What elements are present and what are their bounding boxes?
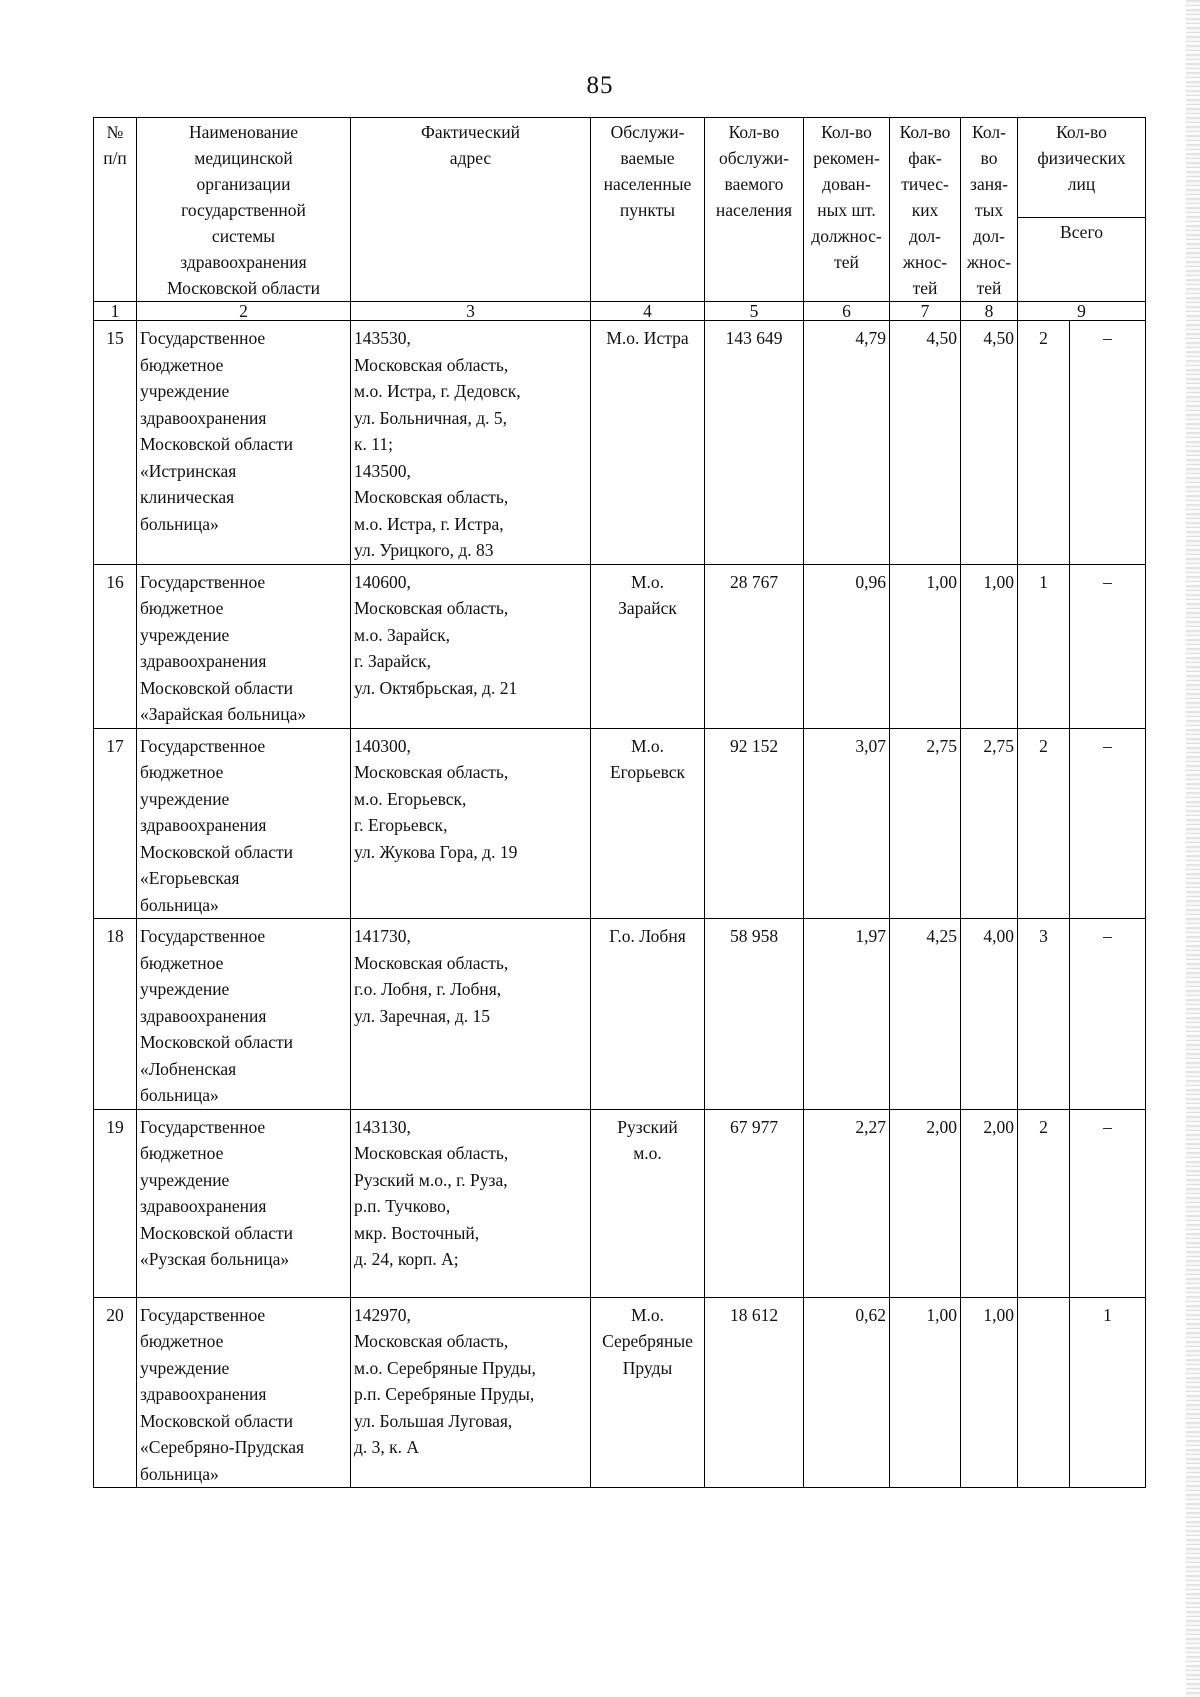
cell-line: «Истринская	[140, 460, 237, 481]
column-number: 4	[591, 302, 705, 321]
row-number: 17	[94, 728, 137, 919]
persons-total: 2	[1018, 1109, 1070, 1297]
cell-line: М.о.	[630, 1304, 665, 1325]
organization-name	[137, 1109, 351, 1297]
cell-line: населения	[715, 200, 793, 220]
cell-line: Государственное	[140, 328, 266, 348]
cell-line: ул. Заречная, д. 15	[354, 1005, 490, 1026]
cell-line: М.о.	[630, 735, 665, 756]
table-row	[94, 919, 1146, 1110]
organization-address	[351, 919, 591, 1110]
cell-line: ных шт.	[817, 200, 876, 220]
cell-line: населенные	[603, 174, 692, 194]
header-served-points	[591, 118, 705, 302]
cell-line: «Лобненская	[140, 1058, 237, 1079]
served-points	[591, 564, 705, 728]
cell-line: р.п. Тучково,	[354, 1196, 451, 1216]
cell-line: Московской области	[140, 1410, 293, 1431]
header-organization	[137, 118, 351, 302]
cell-line: «Зарайская больница»	[140, 704, 307, 724]
recommended-positions: 1,97	[804, 919, 890, 1110]
persons-total: 3	[1018, 919, 1070, 1110]
cell-line: ваемого	[724, 174, 784, 194]
cell-line: больница»	[140, 1085, 219, 1105]
cell-line: бюджетное	[140, 762, 224, 782]
cell-line: М.о.	[630, 571, 665, 592]
cell-line: 140600,	[354, 571, 411, 592]
header-number	[94, 118, 137, 302]
cell-line: м.о. Зарайск,	[354, 624, 451, 645]
column-number: 9	[1018, 302, 1146, 321]
cell-line: Кол-во	[728, 122, 780, 142]
organization-address	[351, 321, 591, 565]
table-row	[94, 564, 1146, 728]
persons-extra: 1	[1070, 1297, 1146, 1488]
cell-line: Кол-во	[899, 122, 951, 142]
row-number: 18	[94, 919, 137, 1110]
row-number: 15	[94, 321, 137, 565]
persons-extra: –	[1070, 728, 1146, 919]
cell-line: Кол-во	[821, 122, 872, 142]
cell-line: Московская область,	[354, 1331, 509, 1351]
cell-line: М.о. Истра	[606, 328, 689, 348]
cell-line: м.о. Истра, г. Истра,	[354, 513, 504, 534]
occupied-positions: 4,50	[961, 321, 1018, 565]
served-population: 92 152	[705, 728, 804, 919]
cell-line: жнос-	[966, 252, 1012, 272]
cell-line: Рузский м.о., г. Руза,	[354, 1169, 508, 1190]
cell-line: Московская область,	[354, 952, 509, 973]
cell-line: «Рузская больница»	[140, 1249, 290, 1269]
cell-line: учреждение	[140, 1357, 230, 1378]
persons-total: 1	[1018, 564, 1070, 728]
cell-line: должнос-	[811, 226, 882, 246]
cell-line: Кол-во	[1056, 122, 1107, 142]
cell-line: медицинской	[194, 148, 293, 168]
page-number: 85	[586, 72, 614, 99]
cell-line: 142970,	[354, 1304, 411, 1325]
served-population: 67 977	[705, 1109, 804, 1297]
cell-line: ул. Октябрьская, д. 21	[354, 677, 518, 698]
cell-line: 140300,	[354, 735, 411, 756]
cell-line: здравоохранения	[140, 651, 267, 671]
served-points	[591, 321, 705, 565]
served-population: 18 612	[705, 1297, 804, 1488]
row-number: 19	[94, 1109, 137, 1297]
served-population: 143 649	[705, 321, 804, 565]
cell-line: жнос-	[902, 252, 948, 272]
organization-name	[137, 321, 351, 565]
cell-line: ул. Урицкого, д. 83	[354, 540, 494, 560]
cell-line: заня-	[970, 174, 1008, 194]
cell-line: учреждение	[140, 624, 230, 645]
cell-line: Фактический	[421, 122, 520, 142]
header-recommended	[804, 118, 890, 302]
cell-line: Серебряные	[602, 1331, 693, 1351]
cell-line: здравоохранения	[140, 815, 267, 835]
cell-line: бюджетное	[140, 1331, 224, 1351]
occupied-positions: 2,00	[961, 1109, 1018, 1297]
cell-line: Обслужи-	[610, 122, 685, 142]
cell-line: бюджетное	[140, 1143, 224, 1163]
cell-line: больница»	[140, 513, 219, 534]
organization-name	[137, 564, 351, 728]
cell-line: к. 11;	[354, 434, 393, 454]
table-row	[94, 728, 1146, 919]
cell-line: м.о. Истра, г. Дедовск,	[354, 381, 521, 401]
cell-line: дол-	[909, 226, 941, 246]
cell-line: учреждение	[140, 1169, 230, 1190]
column-number: 3	[351, 302, 591, 321]
cell-line: ул. Больничная, д. 5,	[354, 407, 507, 428]
table-row	[94, 321, 1146, 565]
cell-line: Московская область,	[354, 1143, 509, 1163]
served-population: 28 767	[705, 564, 804, 728]
column-number-row	[94, 302, 1146, 321]
table-body	[94, 321, 1146, 1488]
cell-line: м.о.	[633, 1143, 662, 1163]
cell-line: тей	[976, 278, 1002, 298]
actual-positions: 2,00	[890, 1109, 961, 1297]
table-row	[94, 1297, 1146, 1488]
row-number: 20	[94, 1297, 137, 1488]
cell-line: государственной	[181, 200, 306, 220]
cell-line: тых	[974, 200, 1004, 220]
served-population: 58 958	[705, 919, 804, 1110]
cell-line: Московская область,	[354, 487, 509, 507]
cell-line: Московской области	[140, 841, 293, 862]
cell-line: фак-	[908, 148, 942, 168]
persons-extra: –	[1070, 1109, 1146, 1297]
cell-line: ваемые	[620, 148, 675, 168]
persons-extra: –	[1070, 564, 1146, 728]
header-occupied	[961, 118, 1018, 302]
cell-line: «Егорьевская	[140, 868, 240, 888]
occupied-positions: 4,00	[961, 919, 1018, 1110]
cell-line: г. Егорьевск,	[354, 815, 448, 835]
cell-line: организации	[196, 174, 291, 194]
organization-address	[351, 564, 591, 728]
cell-line: Государственное	[140, 926, 266, 946]
column-number: 5	[705, 302, 804, 321]
cell-line: учреждение	[140, 381, 230, 401]
recommended-positions: 3,07	[804, 728, 890, 919]
organization-name	[137, 1297, 351, 1488]
cell-line: м.о. Егорьевск,	[354, 788, 467, 809]
cell-line: Государственное	[140, 1304, 266, 1325]
actual-positions: 1,00	[890, 1297, 961, 1488]
organization-address	[351, 728, 591, 919]
occupied-positions: 1,00	[961, 564, 1018, 728]
cell-line: Московской области	[140, 1032, 293, 1052]
cell-line: мкр. Восточный,	[354, 1222, 480, 1243]
cell-line: дован-	[822, 174, 871, 194]
cell-line: тичес-	[901, 174, 949, 194]
cell-line: во	[980, 148, 998, 168]
header-persons-total: Всего	[1018, 218, 1146, 302]
organization-name	[137, 728, 351, 919]
actual-positions: 4,50	[890, 321, 961, 565]
cell-line: больница»	[140, 1463, 219, 1484]
cell-line: Наименование	[188, 122, 299, 142]
cell-line: р.п. Серебряные Пруды,	[354, 1384, 535, 1404]
cell-line: 141730,	[354, 926, 411, 946]
cell-line: Московской области	[167, 278, 320, 298]
cell-line: Кол-	[972, 122, 1006, 142]
recommended-positions: 4,79	[804, 321, 890, 565]
cell-line: больница»	[140, 894, 219, 915]
recommended-positions: 2,27	[804, 1109, 890, 1297]
cell-line: г. Зарайск,	[354, 651, 432, 671]
cell-line: п/п	[103, 148, 127, 168]
cell-line: здравоохранения	[180, 252, 307, 272]
cell-line: Г.о. Лобня	[609, 926, 686, 946]
cell-line: Государственное	[140, 1116, 266, 1137]
cell-line: учреждение	[140, 979, 230, 999]
cell-line: адрес	[449, 148, 492, 168]
staffing-table	[93, 117, 1146, 1488]
occupied-positions: 1,00	[961, 1297, 1018, 1488]
recommended-positions: 0,62	[804, 1297, 890, 1488]
column-number: 8	[961, 302, 1018, 321]
cell-line: клиническая	[140, 487, 235, 507]
actual-positions: 2,75	[890, 728, 961, 919]
cell-line: тей	[834, 252, 859, 272]
header-actual	[890, 118, 961, 302]
cell-line: д. 24, корп. А;	[354, 1249, 459, 1269]
cell-line: Пруды	[622, 1357, 673, 1378]
header-address	[351, 118, 591, 302]
cell-line: Государственное	[140, 735, 266, 756]
cell-line: Московская область,	[354, 598, 509, 618]
cell-line: системы	[211, 226, 276, 246]
served-points	[591, 1297, 705, 1488]
cell-line: «Серебряно-Прудская	[140, 1437, 305, 1457]
cell-line: здравоохранения	[140, 1384, 267, 1404]
persons-total	[1018, 1297, 1070, 1488]
cell-line: 143530,	[354, 328, 411, 348]
persons-extra: –	[1070, 919, 1146, 1110]
cell-line: №	[106, 122, 124, 142]
header-row	[94, 118, 1146, 218]
served-points	[591, 919, 705, 1110]
cell-line: дол-	[973, 226, 1005, 246]
table-row	[94, 1109, 1146, 1297]
cell-line: здравоохранения	[140, 1005, 267, 1026]
cell-line: пункты	[619, 200, 676, 220]
cell-line: бюджетное	[140, 598, 224, 618]
organization-name	[137, 919, 351, 1110]
served-points	[591, 728, 705, 919]
cell-line: здравоохранения	[140, 1196, 267, 1216]
cell-line: учреждение	[140, 788, 230, 809]
persons-total: 2	[1018, 321, 1070, 565]
cell-line: ул. Жукова Гора, д. 19	[354, 841, 518, 862]
cell-line: Рузский	[617, 1116, 678, 1137]
cell-line: 143130,	[354, 1116, 411, 1137]
cell-line: Московской области	[140, 1222, 293, 1243]
organization-address	[351, 1109, 591, 1297]
header-population	[705, 118, 804, 302]
cell-line: рекомен-	[813, 148, 880, 168]
organization-address	[351, 1297, 591, 1488]
persons-extra: –	[1070, 321, 1146, 565]
cell-line: Московской области	[140, 434, 293, 454]
cell-line: ул. Большая Луговая,	[354, 1410, 513, 1431]
cell-line: Егорьевск	[609, 762, 686, 782]
cell-line: Московская область,	[354, 762, 509, 782]
cell-line: д. 3, к. А	[354, 1437, 420, 1457]
cell-line: Московская область,	[354, 354, 509, 375]
recommended-positions: 0,96	[804, 564, 890, 728]
actual-positions: 4,25	[890, 919, 961, 1110]
actual-positions: 1,00	[890, 564, 961, 728]
row-number: 16	[94, 564, 137, 728]
cell-line: бюджетное	[140, 354, 224, 375]
header-persons	[1018, 118, 1146, 218]
cell-line: Государственное	[140, 571, 266, 592]
scan-edge-artifact	[1186, 0, 1200, 1697]
column-number: 2	[137, 302, 351, 321]
cell-line: бюджетное	[140, 952, 224, 973]
served-points	[591, 1109, 705, 1297]
cell-line: тей	[912, 278, 938, 298]
cell-line: здравоохранения	[140, 407, 267, 428]
cell-line: обслужи-	[719, 148, 789, 168]
column-number: 1	[94, 302, 137, 321]
occupied-positions: 2,75	[961, 728, 1018, 919]
cell-line: ких	[911, 200, 939, 220]
cell-line: лиц	[1067, 174, 1096, 194]
cell-line: 143500,	[354, 460, 411, 481]
cell-line: Зарайск	[618, 598, 677, 618]
column-number: 7	[890, 302, 961, 321]
cell-line: физических	[1037, 148, 1126, 168]
cell-line: г.о. Лобня, г. Лобня,	[354, 979, 502, 999]
cell-line: Московской области	[140, 677, 293, 698]
persons-total: 2	[1018, 728, 1070, 919]
column-number: 6	[804, 302, 890, 321]
cell-line: м.о. Серебряные Пруды,	[354, 1357, 536, 1378]
